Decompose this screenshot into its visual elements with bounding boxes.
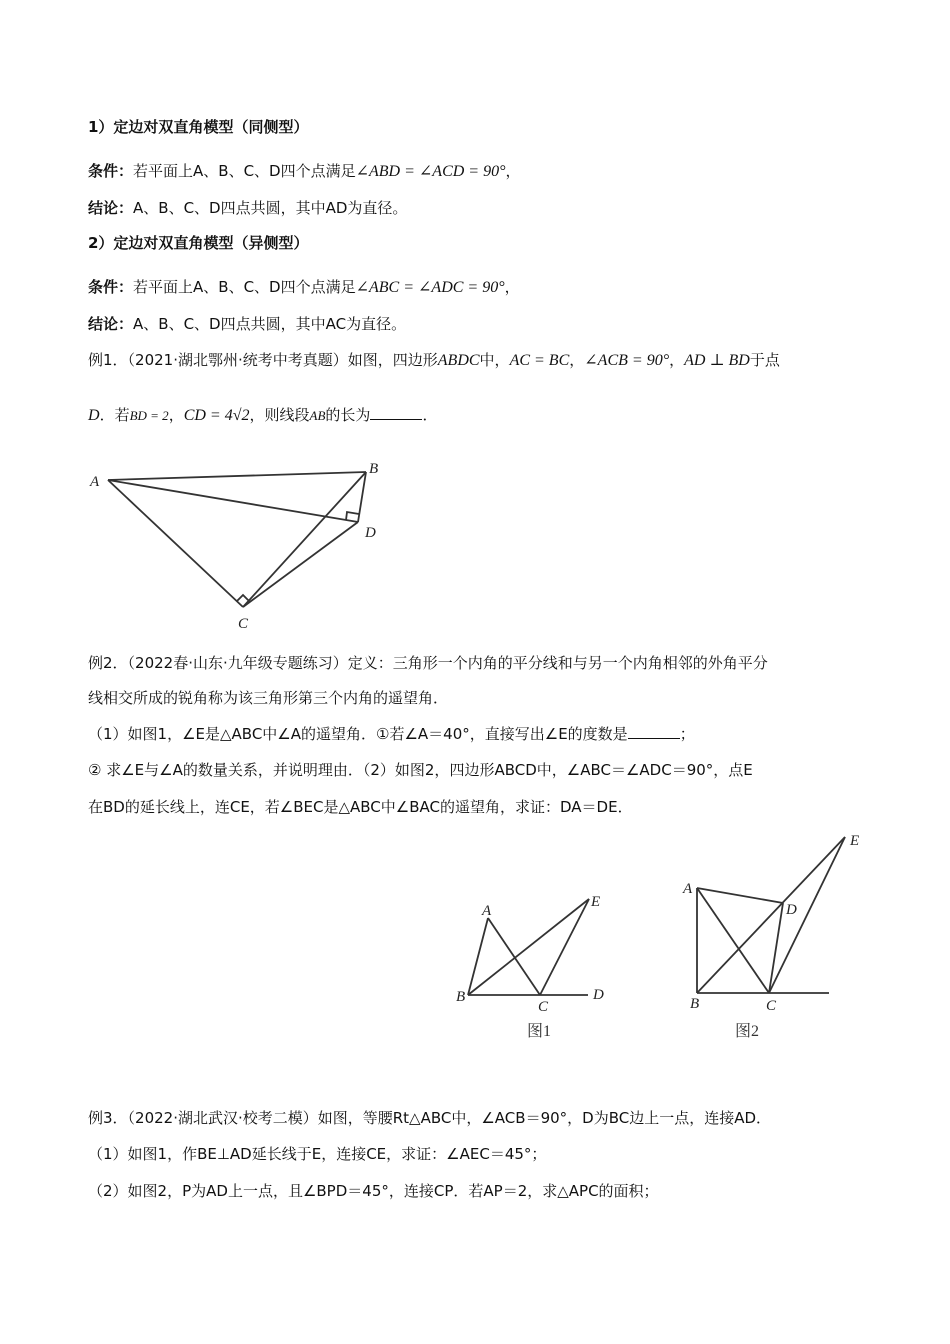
fig1-label-c: C [538, 999, 549, 1015]
example1-line1: 例1．（2021·湖北鄂州·统考中考真题）如图，四边形ABDC中，AC = BC，∠ACB = 90°，AD ⊥ BD于点 [88, 351, 780, 369]
condition-label: 条件： [88, 162, 134, 180]
section1-title: 1）定边对双直角模型（同侧型） [88, 118, 309, 136]
fig2-caption: 图2 [735, 1023, 760, 1040]
eq-cd: CD = 4√2 [183, 407, 250, 424]
quad-name: ABDC [437, 352, 480, 369]
fig2-label-c: C [766, 998, 777, 1014]
condition-text: 若平面上A、B、C、D四个点满足 [133, 278, 356, 296]
condition-end: ， [504, 278, 520, 296]
section1-condition [88, 161, 521, 182]
conclusion-text: A、B、C、D四点共圆，其中AC为直径。 [133, 315, 407, 333]
condition-text: 若平面上A、B、C、D四个点满足 [133, 162, 356, 180]
example2-line2: 线相交所成的锐角称为该三角形第三个内角的遥望角． [88, 689, 449, 707]
example2-line4: ② 求∠E与∠A的数量关系，并说明理由．（2）如图2，四边形ABCD中，∠ABC＝∠ADC＝90°，点E [88, 761, 753, 779]
condition-formula: ∠ABC = ∠ADC = 90° [355, 279, 505, 296]
condition-formula: ∠ABD = ∠ACD = 90° [355, 163, 506, 180]
section2-conclusion [88, 314, 406, 334]
example3-line2: （1）如图1，作BE⊥AD延长线于E，连接CE，求证：∠AEC＝45°； [88, 1145, 547, 1163]
section2-condition [88, 277, 520, 298]
fig2-label-d: D [786, 902, 797, 918]
label-d: D [365, 525, 376, 541]
section1-conclusion [88, 198, 407, 218]
conclusion-text: A、B、C、D四点共圆，其中AD为直径。 [133, 199, 408, 217]
example2-line3 [88, 724, 695, 744]
condition-label: 条件： [88, 278, 134, 296]
example1-line2: D．若BD = 2，CD = 4√2，则线段AB的长为 ． [88, 406, 438, 424]
conclusion-label: 结论： [88, 315, 134, 333]
text-mid: 中， [479, 351, 510, 369]
example2-line5: 在BD的延长线上，连CE，若∠BEC是△ABC中∠BAC的遥望角，求证：DA＝DE． [88, 798, 633, 816]
fig1-label-b: B [456, 989, 466, 1005]
fig2-label-a: A [683, 881, 693, 897]
label-b: B [369, 461, 379, 477]
section2-title: 2）定边对双直角模型（异侧型） [88, 234, 309, 252]
example2-line1: 例2．（2022春·山东·九年级专题练习）定义：三角形一个内角的平分线和与另一个内角相邻的外角平分 [88, 654, 768, 672]
fig1-label-d: D [593, 987, 604, 1003]
condition-end: ， [505, 162, 521, 180]
text-end1: 于点 [749, 351, 780, 369]
example3-line1: 例3．（2022·湖北武汉·校考二模）如图，等腰Rt△ABC中，∠ACB＝90°，D为BC边上一点，连接AD． [88, 1109, 772, 1127]
example-source: （2021·湖北鄂州·统考中考真题）如图，四边形 [127, 351, 438, 369]
example-label: 例1． [88, 351, 128, 369]
answer-blank[interactable] [370, 405, 422, 420]
seg-ab: AB [309, 408, 326, 423]
eq-ad-perp-bd: AD ⊥ BD [684, 352, 750, 369]
point-d: D [88, 407, 100, 424]
fig2-label-e: E [850, 833, 860, 849]
text-ask: ，则线段 [249, 406, 310, 424]
label-a: A [90, 474, 100, 490]
eq-bd: BD = 2 [129, 408, 169, 423]
answer-blank[interactable] [628, 724, 680, 739]
text-if: ．若 [99, 406, 130, 424]
fig1-caption: 图1 [527, 1023, 552, 1040]
fig2-label-b: B [690, 996, 700, 1012]
fig1-label-e: E [591, 894, 601, 910]
conclusion-label: 结论： [88, 199, 134, 217]
fig1-label-a: A [482, 903, 492, 919]
line3-end: ； [679, 725, 695, 743]
eq-ac-bc: AC = BC [509, 352, 570, 369]
eq-acb: ∠ACB = 90° [584, 352, 670, 369]
example3-line3: （2）如图2，P为AD上一点，且∠BPD＝45°，连接CP．若AP＝2，求△APC的面积； [88, 1182, 659, 1200]
line3-text: （1）如图1，∠E是△ABC中∠A的遥望角．①若∠A＝40°，直接写出∠E的度数是 [88, 725, 628, 743]
label-c: C [238, 616, 249, 632]
text-ask-end: 的长为 [325, 406, 371, 424]
text-tail: ． [422, 406, 438, 424]
